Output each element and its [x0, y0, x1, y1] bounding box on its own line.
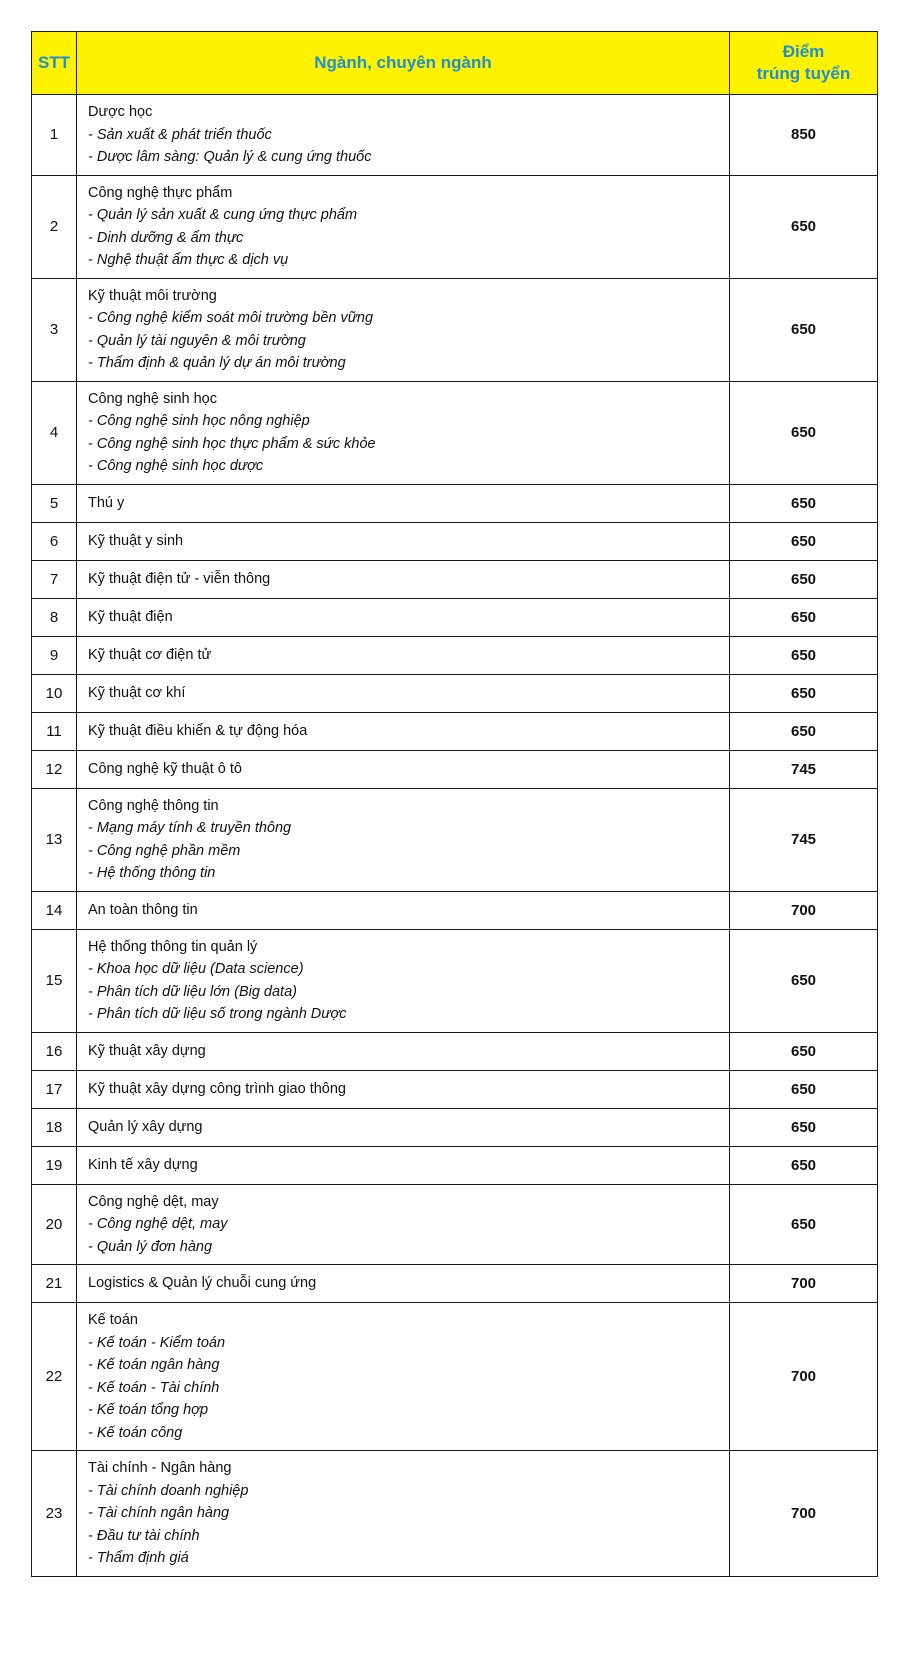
row-major — [77, 484, 730, 522]
table-header-row — [32, 32, 878, 95]
specialization-item: - Thẩm định giá — [88, 1550, 189, 1566]
row-stt: 2 — [32, 175, 77, 278]
specialization-item: - Kế toán tổng hợp — [88, 1402, 209, 1418]
header-stt: STT — [32, 32, 77, 95]
row-major — [77, 1070, 730, 1108]
row-score: 650 — [730, 598, 878, 636]
specialization-item: - Phân tích dữ liệu lớn (Big data) — [88, 983, 297, 1000]
specialization-item: - Công nghệ sinh học thực phẩm & sức khỏe — [88, 435, 376, 452]
specialization-item: - Tài chính doanh nghiệp — [88, 1482, 249, 1499]
row-major — [77, 788, 730, 891]
specialization-item: - Dinh dưỡng & ẩm thực — [88, 229, 244, 246]
row-major — [77, 560, 730, 598]
row-stt: 12 — [32, 750, 77, 788]
specialization-item: - Quản lý tài nguyên & môi trường — [88, 332, 306, 349]
row-major — [77, 1451, 730, 1577]
major-name: Kỹ thuật xây dựng — [88, 1042, 206, 1059]
major-name: Kỹ thuật xây dựng công trình giao thông — [88, 1080, 346, 1097]
row-major — [77, 175, 730, 278]
table-row — [32, 95, 878, 176]
row-score: 650 — [730, 712, 878, 750]
major-name: Công nghệ thực phẩm — [88, 184, 233, 201]
row-stt: 4 — [32, 381, 77, 484]
row-major — [77, 522, 730, 560]
row-major — [77, 95, 730, 176]
major-name: Thú y — [88, 494, 125, 511]
row-score: 745 — [730, 788, 878, 891]
row-score: 650 — [730, 278, 878, 381]
table-row — [32, 560, 878, 598]
specialization-item: - Sản xuất & phát triển thuốc — [88, 126, 272, 143]
table-row — [32, 1303, 878, 1451]
table-row — [32, 1032, 878, 1070]
table-row — [32, 1108, 878, 1146]
row-stt: 21 — [32, 1265, 77, 1303]
major-name: Kỹ thuật cơ khí — [88, 684, 186, 701]
row-major — [77, 1108, 730, 1146]
row-stt: 7 — [32, 560, 77, 598]
specialization-item: - Hệ thống thông tin — [88, 865, 216, 881]
specialization-item: - Công nghệ dệt, may — [88, 1216, 228, 1232]
row-stt: 8 — [32, 598, 77, 636]
row-score: 650 — [730, 484, 878, 522]
table-row — [32, 750, 878, 788]
header-score-line1: Điểm — [782, 42, 825, 61]
row-score: 745 — [730, 750, 878, 788]
row-score: 650 — [730, 674, 878, 712]
row-major — [77, 1032, 730, 1070]
row-major — [77, 674, 730, 712]
specialization-item: - Công nghệ sinh học nông nghiệp — [88, 413, 310, 429]
row-major — [77, 1184, 730, 1265]
row-score: 650 — [730, 1108, 878, 1146]
specialization-item: - Nghệ thuật ẩm thực & dịch vụ — [88, 252, 289, 268]
major-name: Công nghệ sinh học — [88, 390, 217, 407]
row-stt: 13 — [32, 788, 77, 891]
row-stt: 11 — [32, 712, 77, 750]
table-row — [32, 712, 878, 750]
major-name: Kỹ thuật điện tử - viễn thông — [88, 570, 271, 587]
major-name: Công nghệ thông tin — [88, 797, 219, 814]
row-major — [77, 750, 730, 788]
specialization-item: - Thẩm định & quản lý dự án môi trường — [88, 355, 346, 371]
major-name: Quản lý xây dựng — [88, 1118, 203, 1135]
row-score: 650 — [730, 1070, 878, 1108]
specialization-item: - Quản lý sản xuất & cung ứng thực phẩm — [88, 207, 358, 223]
major-name: Dược học — [88, 104, 153, 120]
row-score: 650 — [730, 175, 878, 278]
major-name: Kế toán — [88, 1312, 138, 1328]
specialization-item: - Quản lý đơn hàng — [88, 1238, 213, 1255]
row-stt: 9 — [32, 636, 77, 674]
row-major — [77, 712, 730, 750]
row-score: 650 — [730, 636, 878, 674]
row-major — [77, 929, 730, 1032]
major-name: Hệ thống thông tin quản lý — [88, 938, 258, 955]
row-major — [77, 598, 730, 636]
table-row — [32, 522, 878, 560]
row-stt: 19 — [32, 1146, 77, 1184]
row-score: 650 — [730, 1032, 878, 1070]
row-major — [77, 1265, 730, 1303]
row-stt: 23 — [32, 1451, 77, 1577]
row-stt: 3 — [32, 278, 77, 381]
specialization-item: - Tài chính ngân hàng — [88, 1505, 230, 1521]
row-score: 850 — [730, 95, 878, 176]
table-row — [32, 1265, 878, 1303]
major-name: Kỹ thuật cơ điện tử — [88, 646, 212, 663]
major-name: Công nghệ kỹ thuật ô tô — [88, 760, 242, 777]
header-score — [730, 32, 878, 95]
row-stt: 5 — [32, 484, 77, 522]
major-name: Tài chính - Ngân hàng — [88, 1460, 232, 1476]
table-row — [32, 1146, 878, 1184]
specialization-item: - Kế toán ngân hàng — [88, 1357, 220, 1373]
table-row — [32, 929, 878, 1032]
row-stt: 10 — [32, 674, 77, 712]
table-row — [32, 891, 878, 929]
row-stt: 18 — [32, 1108, 77, 1146]
row-score: 650 — [730, 929, 878, 1032]
specialization-item: - Công nghệ kiểm soát môi trường bền vững — [88, 310, 374, 326]
row-stt: 17 — [32, 1070, 77, 1108]
specialization-item: - Công nghệ phần mềm — [88, 842, 241, 859]
row-stt: 6 — [32, 522, 77, 560]
row-stt: 22 — [32, 1303, 77, 1451]
specialization-item: - Công nghệ sinh học dược — [88, 458, 264, 474]
table-row — [32, 484, 878, 522]
major-name: Công nghệ dệt, may — [88, 1193, 219, 1210]
admission-score-table — [31, 31, 878, 1577]
row-score: 700 — [730, 1303, 878, 1451]
major-name: Logistics & Quản lý chuỗi cung ứng — [88, 1275, 317, 1292]
table-row — [32, 175, 878, 278]
specialization-item: - Đầu tư tài chính — [88, 1527, 200, 1544]
table-row — [32, 674, 878, 712]
row-major — [77, 891, 730, 929]
row-score: 650 — [730, 1146, 878, 1184]
table-row — [32, 636, 878, 674]
row-score: 700 — [730, 1265, 878, 1303]
major-name: Kinh tế xây dựng — [88, 1156, 198, 1173]
major-name: An toàn thông tin — [88, 901, 198, 918]
table-row — [32, 598, 878, 636]
specialization-item: - Kế toán - Tài chính — [88, 1379, 220, 1396]
row-major — [77, 1146, 730, 1184]
table-row — [32, 1184, 878, 1265]
major-name: Kỹ thuật môi trường — [88, 287, 217, 304]
major-name: Kỹ thuật y sinh — [88, 532, 184, 549]
header-major: Ngành, chuyên ngành — [77, 32, 730, 95]
table-row — [32, 1451, 878, 1577]
table-row — [32, 278, 878, 381]
specialization-item: - Phân tích dữ liệu số trong ngành Dược — [88, 1006, 347, 1022]
row-stt: 14 — [32, 891, 77, 929]
row-stt: 15 — [32, 929, 77, 1032]
row-stt: 16 — [32, 1032, 77, 1070]
row-stt: 20 — [32, 1184, 77, 1265]
table-body — [32, 95, 878, 1577]
specialization-item: - Mạng máy tính & truyền thông — [88, 820, 292, 836]
table-row — [32, 1070, 878, 1108]
header-score-line2: trúng tuyển — [756, 64, 851, 83]
major-name: Kỹ thuật điều khiển & tự động hóa — [88, 722, 308, 739]
major-name: Kỹ thuật điện — [88, 608, 173, 625]
row-score: 650 — [730, 1184, 878, 1265]
specialization-item: - Khoa học dữ liệu (Data science) — [88, 961, 304, 977]
row-score: 650 — [730, 560, 878, 598]
row-stt: 1 — [32, 95, 77, 176]
row-major — [77, 381, 730, 484]
specialization-item: - Kế toán công — [88, 1424, 183, 1441]
row-score: 700 — [730, 1451, 878, 1577]
row-score: 650 — [730, 522, 878, 560]
table-row — [32, 381, 878, 484]
row-score: 700 — [730, 891, 878, 929]
row-major — [77, 278, 730, 381]
row-major — [77, 1303, 730, 1451]
specialization-item: - Kế toán - Kiểm toán — [88, 1334, 226, 1351]
row-major — [77, 636, 730, 674]
row-score: 650 — [730, 381, 878, 484]
table-row — [32, 788, 878, 891]
specialization-item: - Dược lâm sàng: Quản lý & cung ứng thuốc — [88, 149, 372, 165]
